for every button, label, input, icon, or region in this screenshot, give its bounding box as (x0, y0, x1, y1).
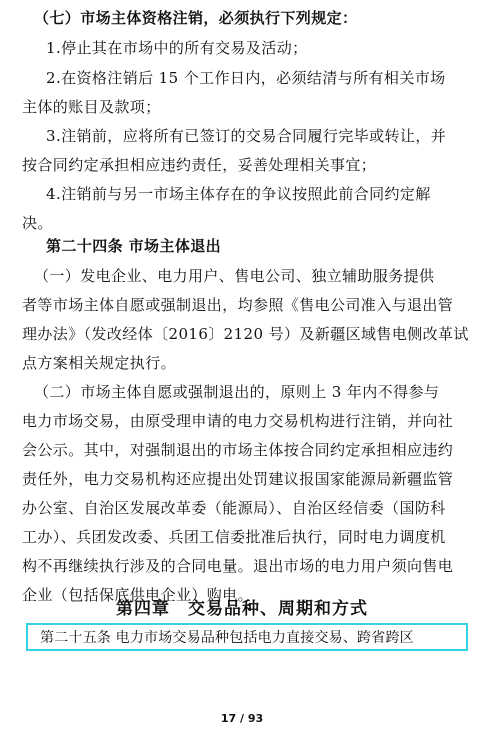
paragraph-line: 按合同约定承担相应违约责任，妥善处理相关事宜； (22, 156, 377, 174)
paragraph-line: 责任外，电力交易机构还应提出处罚建议报国家能源局新疆监管 (22, 470, 454, 488)
page-number: 17 / 93 (220, 712, 264, 725)
paragraph-line: 企业（包括保底供电企业）购电。 (22, 586, 254, 604)
section-heading-seven: （七）市场主体资格注销，必须执行下列规定： (34, 9, 358, 27)
paragraph-line: （一）发电企业、电力用户、售电公司、独立辅助服务提供 (34, 267, 435, 285)
article-25-line: 第二十五条 电力市场交易品种包括电力直接交易、跨省跨区 (40, 630, 414, 646)
paragraph-line: 构不再继续执行涉及的合同电量。退出市场的电力用户须向售电 (22, 557, 454, 575)
paragraph-line: 电力市场交易，由原受理申请的电力交易机构进行注销，并向社 (22, 412, 454, 430)
paragraph-line: 理办法》（发改经体〔2016〕2120 号）及新疆区域售电侧改革试 (22, 325, 469, 343)
paragraph-line: 2.在资格注销后 15 个工作日内，必须结清与所有相关市场 (46, 69, 446, 87)
paragraph-line: 点方案相关规定执行。 (22, 354, 177, 372)
paragraph-line: 会公示。其中，对强制退出的市场主体按合同约定承担相应违约 (22, 441, 454, 459)
paragraph-line: 3.注销前，应将所有已签订的交易合同履行完毕或转让，并 (46, 127, 447, 145)
article-24-heading: 第二十四条 市场主体退出 (46, 237, 222, 255)
paragraph-line: 1.停止其在市场中的所有交易及活动； (46, 39, 308, 57)
paragraph-line: 决。 (22, 214, 53, 232)
paragraph-line: 者等市场主体自愿或强制退出，均参照《售电公司准入与退出管 (22, 296, 454, 314)
paragraph-line: （二）市场主体自愿或强制退出的，原则上 3 年内不得参与 (34, 383, 440, 401)
paragraph-line: 4.注销前与另一市场主体存在的争议按照此前合同约定解 (46, 185, 431, 203)
paragraph-line: 工办）、兵团发改委、兵团工信委批准后执行，同时电力调度机 (22, 528, 446, 546)
paragraph-line: 办公室、自治区发展改革委（能源局）、自治区经信委（国防科 (22, 499, 446, 517)
chapter-title: 第四章 交易品种、周期和方式 (116, 599, 368, 619)
paragraph-line: 主体的账目及款项； (22, 98, 161, 116)
